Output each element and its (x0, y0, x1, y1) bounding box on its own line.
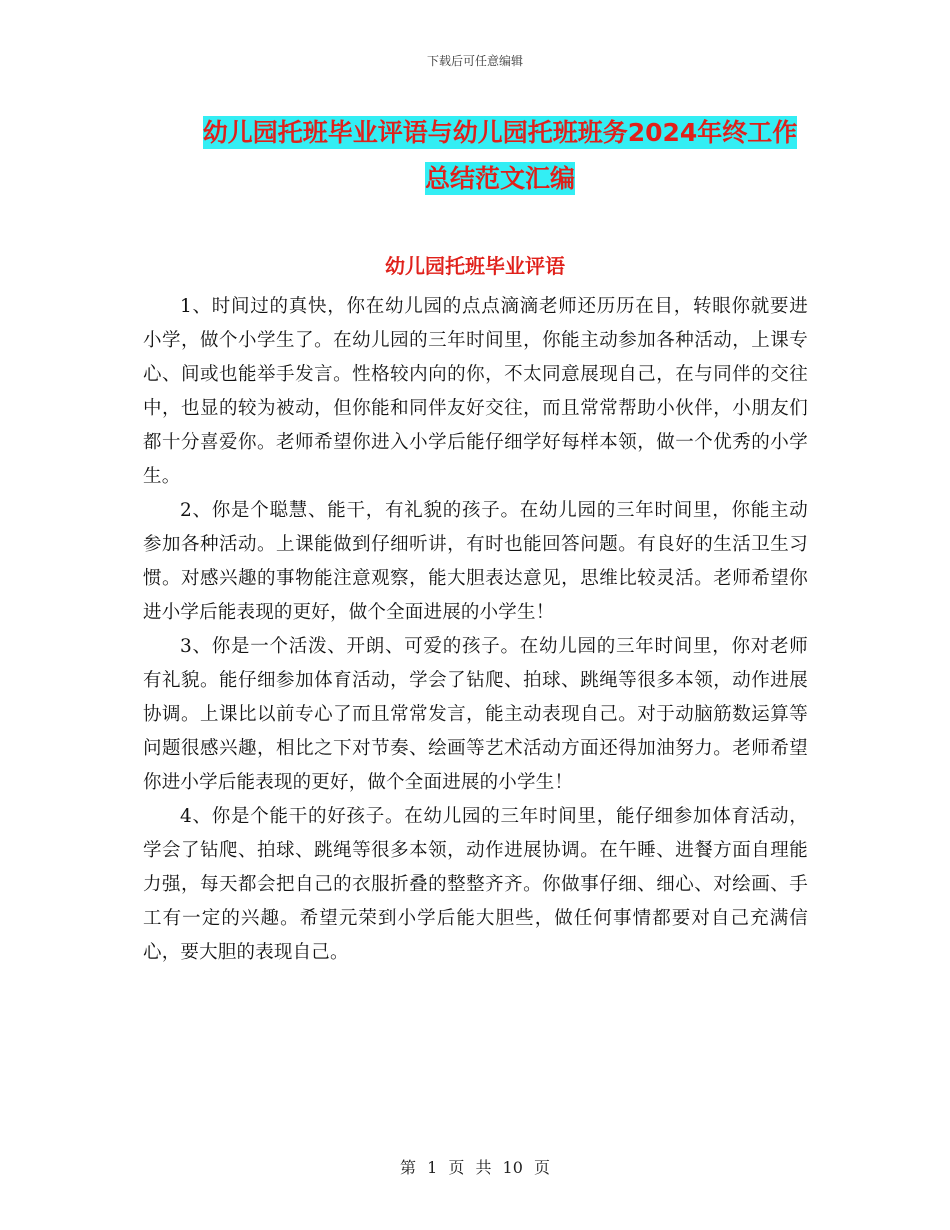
document-title (140, 110, 860, 202)
paragraph-3: 3、你是一个活泼、开朗、可爱的孩子。在幼儿园的三年时间里，你对老师有礼貌。能仔细参加体育活动，学会了钻爬、拍球、跳绳等很多本领，动作进展协调。上课比以前专心了而且常常发言，能主动表现自己。对于动脑筋数运算等问题很感兴趣，相比之下对节奏、绘画等艺术活动方面还得加油努力。老师希望你进小学后能表现的更好，做个全面进展的小学生！ (143, 636, 808, 793)
header-note: 下载后可任意编辑 (426, 54, 523, 68)
section-title: 幼儿园托班毕业评语 (385, 254, 565, 278)
document-body (143, 290, 808, 970)
document-title-line-1: 幼儿园托班毕业评语与幼儿园托班班务2024年终工作 (202, 118, 798, 147)
document-title-line-2: 总结范文汇编 (424, 164, 575, 193)
paragraph-2: 2、你是个聪慧、能干，有礼貌的孩子。在幼儿园的三年时间里，你能主动参加各种活动。上课能做到仔细听讲，有时也能回答问题。有良好的生活卫生习惯。对感兴趣的事物能注意观察，能大胆表达意见，思维比较灵活。老师希望你进小学后能表现的更好，做个全面进展的小学生！ (143, 500, 808, 623)
paragraph-1: 1、时间过的真快，你在幼儿园的点点滴滴老师还历历在目，转眼你就要进小学，做个小学生了。在幼儿园的三年时间里，你能主动参加各种活动，上课专心、间或也能举手发言。性格较内向的你，不太同意展现自己，在与同伴的交往中，也显的较为被动，但你能和同伴友好交往，而且常常帮助小伙伴，小朋友们都十分喜爱你。老师希望你进入小学后能仔细学好每样本领，做一个优秀的小学生。 (143, 296, 808, 487)
paragraph-4: 4、你是个能干的好孩子。在幼儿园的三年时间里，能仔细参加体育活动，学会了钻爬、拍球、跳绳等很多本领，动作进展协调。在午睡、进餐方面自理能力强，每天都会把自己的衣服折叠的整整齐齐。你做事仔细、细心、对绘画、手工有一定的兴趣。希望元荣到小学后能大胆些，做任何事情都要对自己充满信心，要大胆的表现自己。 (143, 806, 808, 963)
page-number: 第 1 页 共 10 页 (400, 1158, 550, 1177)
